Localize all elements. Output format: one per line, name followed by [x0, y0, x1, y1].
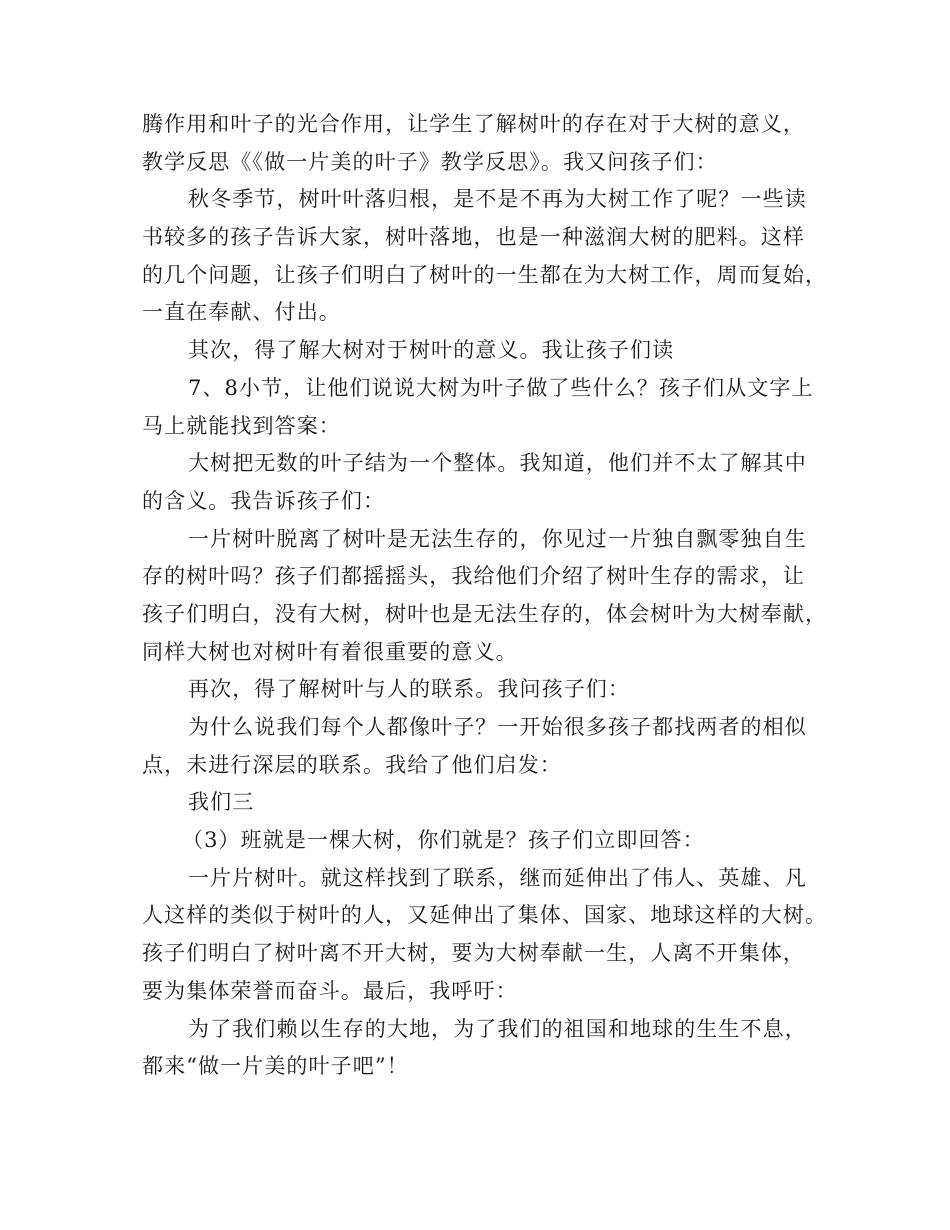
text-line: 一片树叶脱离了树叶是无法生存的，你见过一片独自飘零独自生 [188, 526, 807, 551]
text-line: 都来“做一片美的叶子吧”！ [142, 1054, 409, 1079]
text-line: 孩子们明白了树叶离不开大树，要为大树奉献一生，人离不开集体， [142, 941, 805, 966]
text-line: 腾作用和叶子的光合作用，让学生了解树叶的存在对于大树的意义， [142, 112, 805, 136]
text-line: 7、8小节，让他们说说大树为叶子做了些什么？孩子们从文字上 [188, 375, 814, 400]
text-line: 点，未进行深层的联系。我给了他们启发： [142, 752, 562, 777]
text-line: 一片片树叶。就这样找到了联系，继而延伸出了伟人、英雄、凡 [188, 865, 807, 890]
text-line: 教学反思《《做一片美的叶子》教学反思》。我又问孩子们： [142, 149, 718, 174]
text-line: 书较多的孩子告诉大家，树叶落地，也是一种滋润大树的肥料。这样 [142, 225, 805, 250]
text-line: 我们三 [188, 790, 255, 815]
text-line: 其次，得了解大树对于树叶的意义。我让孩子们读 [188, 338, 675, 363]
text-line: 马上就能找到答案： [142, 413, 341, 438]
text-line: 再次，得了解树叶与人的联系。我问孩子们： [188, 677, 630, 702]
text-line: 同样大树也对树叶有着很重要的意义。 [142, 639, 518, 664]
text-line: 存的树叶吗？孩子们都摇摇头，我给他们介绍了树叶生存的需求，让 [142, 564, 805, 589]
text-line: （3）班就是一棵大树，你们就是？孩子们立即回答： [182, 828, 705, 853]
text-line: 秋冬季节，树叶叶落归根，是不是不再为大树工作了呢？一些读 [188, 187, 807, 212]
document-body [142, 106, 828, 1086]
text-line: 的含义。我告诉孩子们： [142, 488, 386, 513]
text-line: 为什么说我们每个人都像叶子？一开始很多孩子都找两者的相似 [188, 715, 807, 739]
text-line: 孩子们明白，没有大树，树叶也是无法生存的，体会树叶为大树奉献， [142, 601, 828, 626]
text-line: 大树把无数的叶子结为一个整体。我知道，他们并不太了解其中 [188, 451, 807, 476]
text-line: 一直在奉献、付出。 [142, 300, 341, 325]
text-line: 要为集体荣誉而奋斗。最后，我呼吁： [142, 978, 518, 1003]
text-line: 的几个问题，让孩子们明白了树叶的一生都在为大树工作，周而复始， [142, 262, 828, 287]
text-line: 人这样的类似于树叶的人，又延伸出了集体、国家、地球这样的大树。 [142, 903, 828, 928]
text-line: 为了我们赖以生存的大地，为了我们的祖国和地球的生生不息， [188, 1016, 807, 1041]
